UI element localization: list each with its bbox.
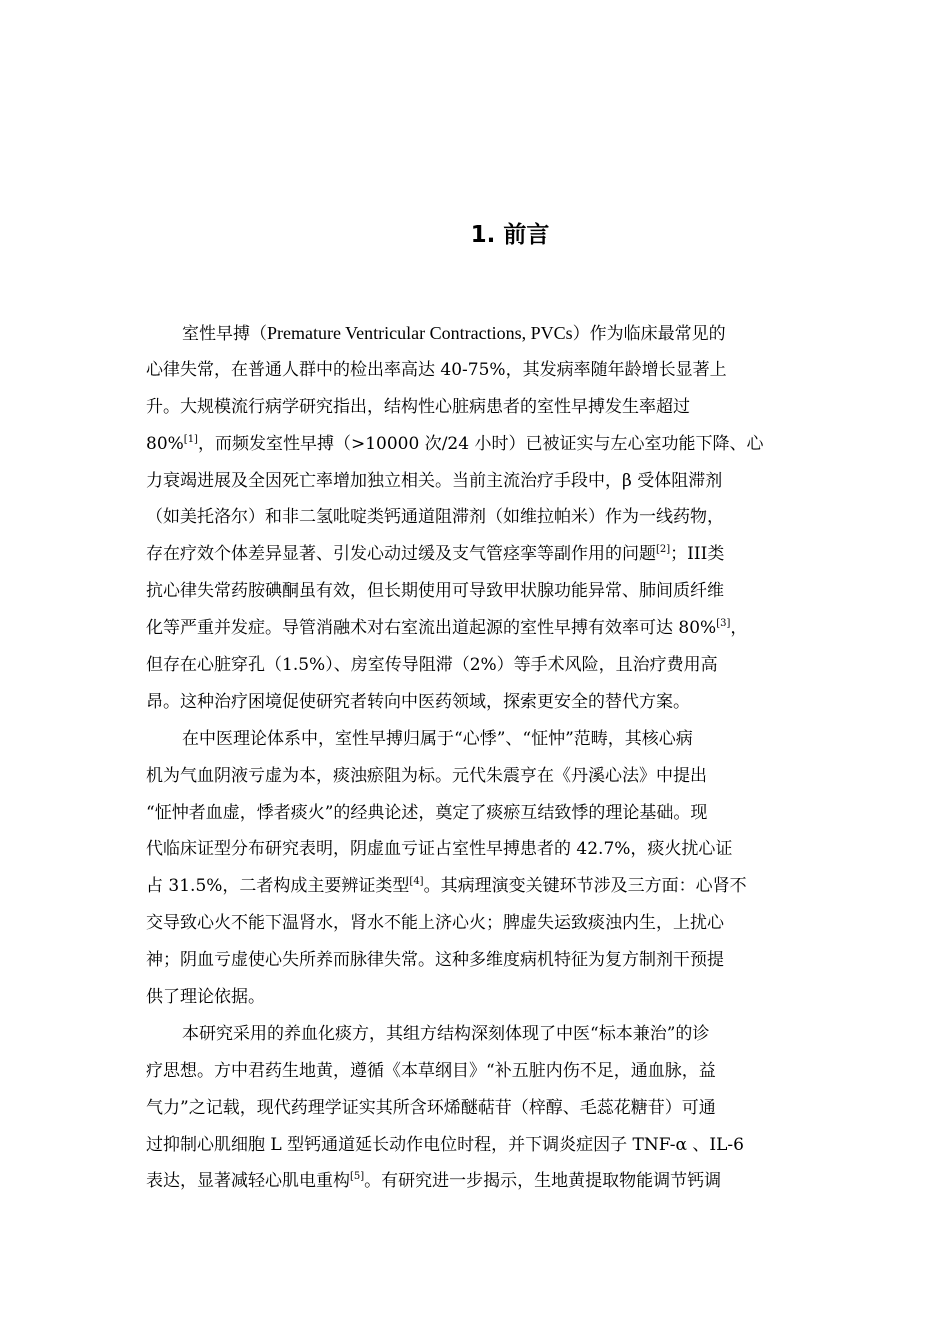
citation-ref: [3]	[716, 618, 731, 630]
text-line	[146, 1057, 810, 1094]
text-line	[146, 503, 810, 540]
text-line	[146, 872, 810, 909]
text-line	[146, 467, 810, 504]
text-run: 但存在心脏穿孔（1.5%）、房室传导阻滞（2%）等手术风险，且治疗费用高	[146, 655, 718, 676]
text-line	[146, 835, 810, 872]
text-run: ）作为临床最常见的	[572, 324, 726, 344]
citation-ref: [4]	[409, 876, 424, 888]
text-run: 疗思想。方中君药生地黄，遵循《本草纲目》“补五脏内伤不足，通血脉，益	[146, 1060, 716, 1081]
text-run: 80%	[146, 433, 184, 454]
text-run: 抗心律失常药胺碘酮虽有效，但长期使用可导致甲状腺功能异常、肺间质纤维	[146, 581, 724, 602]
text-line	[146, 1094, 810, 1131]
text-line	[146, 540, 810, 577]
text-run: 存在疗效个体差异显著、引发心动过缓及支气管痉挛等副作用的问题	[146, 544, 656, 565]
text-run: 气力”之记载，现代药理学证实其所含环烯醚萜苷（梓醇、毛蕊花糖苷）可通	[146, 1097, 716, 1118]
text-line	[146, 725, 810, 762]
text-line	[146, 577, 810, 614]
text-run: 。其病理演变关键环节涉及三方面：心肾不	[423, 876, 747, 897]
text-run: 心律失常，在普通人群中的检出率高达 40-75%，其发病率随年龄增长显著上	[146, 359, 727, 380]
text-line	[146, 651, 810, 688]
text-run: ；III类	[670, 544, 725, 565]
body-text	[146, 319, 810, 1204]
text-run: 过抑制心肌细胞 L 型钙通道延长动作电位时程，并下调炎症因子 TNF-α 、IL-6	[146, 1134, 744, 1155]
text-line	[146, 430, 810, 467]
text-run: 本研究采用的养血化痰方，其组方结构深刻体现了中医“标本兼治”的诊	[182, 1023, 710, 1044]
text-line	[146, 762, 810, 799]
text-line	[146, 1020, 810, 1057]
text-line	[146, 614, 810, 651]
text-run: 代临床证型分布研究表明，阴虚血亏证占室性早搏患者的 42.7%，痰火扰心证	[146, 839, 733, 860]
text-run: 室性早搏（	[182, 324, 267, 344]
text-line	[146, 688, 810, 725]
citation-ref: [2]	[656, 544, 671, 556]
citation-ref: [1]	[183, 433, 198, 445]
text-run: 机为气血阴液亏虚为本，痰浊瘀阻为标。元代朱震亨在《丹溪心法》中提出	[146, 765, 707, 786]
text-run: 昂。这种治疗困境促使研究者转向中医药领域，探索更安全的替代方案。	[146, 691, 690, 712]
text-run: 表达，显著减轻心肌电重构	[146, 1171, 350, 1192]
text-run: 升。大规模流行病学研究指出，结构性心脏病患者的室性早搏发生率超过	[146, 396, 690, 417]
text-line	[146, 799, 810, 836]
text-line	[146, 1167, 810, 1204]
text-run: 神；阴血亏虚使心失所养而脉律失常。这种多维度病机特征为复方制剂干预提	[146, 950, 724, 971]
citation-ref: [5]	[350, 1171, 365, 1183]
text-line	[146, 946, 810, 983]
text-run: 交导致心火不能下温肾水，肾水不能上济心火；脾虚失运致痰浊内生，上扰心	[146, 913, 724, 934]
text-line	[146, 909, 810, 946]
text-line	[146, 356, 810, 393]
text-line	[146, 319, 810, 356]
text-run: 化等严重并发症。导管消融术对右室流出道起源的室性早搏有效率可达 80%	[146, 618, 717, 639]
text-run: “怔忡者血虚，悸者痰火”的经典论述，奠定了痰瘀互结致悸的理论基础。现	[146, 802, 708, 823]
text-line	[146, 983, 810, 1020]
text-run: 占 31.5%，二者构成主要辨证类型	[146, 876, 410, 897]
text-run: 供了理论依据。	[146, 987, 265, 1008]
text-run: （如美托洛尔）和非二氢吡啶类钙通道阻滞剂（如维拉帕米）作为一线药物，	[146, 507, 724, 528]
text-run: ，而频发室性早搏（>10000 次/24 小时）已被证实与左心室功能下降、心	[197, 433, 764, 454]
text-line	[146, 393, 810, 430]
text-run: 在中医理论体系中，室性早搏归属于“心悸”、“怔忡”范畴，其核心病	[182, 728, 693, 749]
text-run: 力衰竭进展及全因死亡率增加独立相关。当前主流治疗手段中，β 受体阻滞剂	[146, 470, 723, 491]
section-heading: 1. 前言	[470, 222, 550, 248]
text-run: ，	[730, 618, 748, 639]
text-run: 。有研究进一步揭示，生地黄提取物能调节钙调	[364, 1171, 722, 1192]
text-line	[146, 1131, 810, 1168]
text-run: Premature Ventricular Contractions, PVCs	[267, 323, 573, 343]
